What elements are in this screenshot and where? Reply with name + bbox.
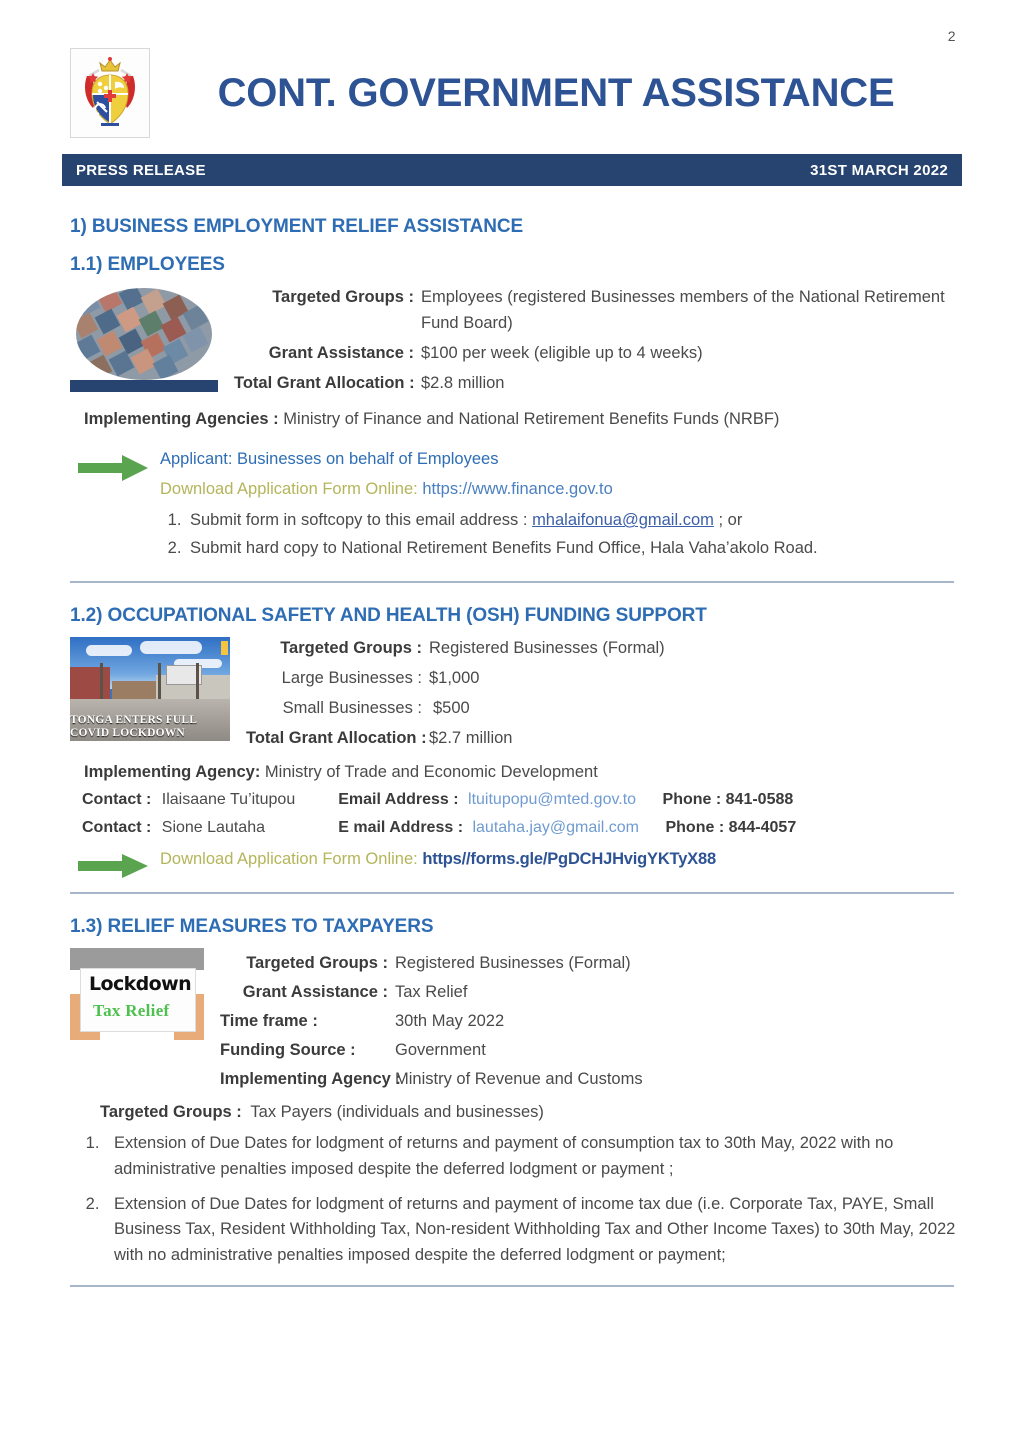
field-value: $2.7 million <box>429 729 513 748</box>
field-value: Ministry of Revenue and Customs <box>395 1070 643 1089</box>
section-divider <box>70 581 954 583</box>
implementing-agency-value: Ministry of Trade and Economic Development <box>264 763 598 782</box>
image-word-lockdown: Lockdown <box>89 973 191 996</box>
field-label: Implementing Agency : <box>220 1070 401 1089</box>
press-release-label: PRESS RELEASE <box>76 161 206 179</box>
field-label: Targeted Groups : <box>272 288 414 306</box>
field-value: Registered Businesses (Formal) <box>395 954 631 973</box>
green-arrow-icon <box>78 854 150 878</box>
phone-label: Phone <box>665 819 715 837</box>
section-1-1-fields <box>234 282 962 396</box>
section-divider <box>70 892 954 894</box>
covid-lockdown-street-image <box>70 637 230 741</box>
field-label: Total Grant Allocation : <box>234 374 415 393</box>
field-value: $1,000 <box>429 669 480 688</box>
field-label: Targeted Groups : <box>246 954 388 973</box>
section-1-3-block <box>62 944 962 1092</box>
section-divider <box>70 1285 954 1287</box>
contact-email[interactable]: lautaha.jay@gmail.com <box>472 819 640 837</box>
field-value: Registered Businesses (Formal) <box>429 639 665 658</box>
image-word-tax-relief: Tax Relief <box>93 1001 170 1021</box>
section-1-1-heading: 1.1) EMPLOYEES <box>70 254 225 275</box>
targeted-groups-row <box>100 1099 962 1126</box>
field-value: Tax Relief <box>395 983 468 1002</box>
press-release-date: 31ST MARCH 2022 <box>810 161 948 179</box>
download-label: Download Application Form Online: <box>160 479 418 498</box>
implementing-agency-label: Implementing Agency: <box>84 763 261 782</box>
image-caption: TONGA ENTERS FULL COVID LOCKDOWN <box>70 714 197 739</box>
tax-measures-list <box>62 1131 962 1269</box>
submission-steps-list <box>160 508 962 561</box>
field-row <box>220 979 962 1005</box>
field-label: Total Grant Allocation : <box>246 729 427 748</box>
implementing-agencies-row <box>84 406 962 433</box>
field-row <box>246 635 962 661</box>
targeted-groups-value: Tax Payers (individuals and businesses) <box>250 1102 544 1121</box>
field-label: Small Businesses : <box>282 699 422 718</box>
email-label: E mail Address : <box>338 819 464 837</box>
employees-collage-image <box>70 286 218 392</box>
download-line <box>160 476 962 502</box>
field-label: Time frame : <box>220 1012 318 1031</box>
applicant-line: Applicant: Businesses on behalf of Employees <box>160 449 499 468</box>
press-release-bar <box>62 154 962 186</box>
contact-row <box>82 786 962 814</box>
field-value: $100 per week (eligible up to 4 weeks) <box>421 344 703 363</box>
targeted-groups-label: Targeted Groups : <box>100 1102 242 1121</box>
contact-label: Contact : <box>82 791 152 809</box>
download-url-link[interactable]: https://www.finance.gov.to <box>422 479 613 498</box>
download-label: Download Application Form Online: <box>160 850 418 869</box>
field-label: Funding Source : <box>220 1041 356 1060</box>
section-1-2-download-block <box>62 846 962 878</box>
contact-row <box>82 814 962 842</box>
page-title: CONT. GOVERNMENT ASSISTANCE <box>217 71 895 115</box>
implementing-agencies-label: Implementing Agencies : <box>84 410 279 429</box>
field-value: Employees (registered Businesses members of the National Retirement Fund Board) <box>421 288 945 333</box>
email-link[interactable]: mhalaifonua@gmail.com <box>532 511 714 530</box>
download-line <box>160 846 962 872</box>
field-value: 30th May 2022 <box>395 1012 505 1031</box>
contact-name: Sione Lautaha <box>161 819 265 837</box>
implementing-agencies-value: Ministry of Finance and National Retirement Benefits Funds (NRBF) <box>283 410 780 429</box>
field-row <box>246 695 962 721</box>
field-row <box>220 950 962 976</box>
lockdown-tax-relief-image <box>70 948 204 1040</box>
step-text: Submit form in softcopy to this email address : <box>190 511 533 530</box>
section-1-1-applicant-block <box>62 447 962 563</box>
phone-separator: : <box>718 819 725 837</box>
field-row <box>220 1037 962 1063</box>
page-number: 2 <box>947 28 956 44</box>
step-text: Submit hard copy to National Retirement Benefits Fund Office, Hala Vaha’akolo Road. <box>190 538 818 557</box>
implementing-agency-row <box>84 759 962 786</box>
step-suffix: ; or <box>713 511 743 530</box>
field-value: Government <box>395 1041 486 1060</box>
phone-label: Phone <box>662 791 712 809</box>
field-row <box>234 284 962 336</box>
download-url-link[interactable]: https//forms.gle/PgDCHJHvigYKTyX88 <box>422 850 716 869</box>
list-item: 1. Extension of Due Dates for lodgment of returns and payment of consumption tax to 30th May, 2022 with no administrative penalties imposed despite the deferred lodgment or payment ; <box>104 1131 962 1182</box>
contact-name: Ilaisaane Tu’itupou <box>161 791 296 809</box>
section-1-2-heading: 1.2) OCCUPATIONAL SAFETY AND HEALTH (OSH) FUNDING SUPPORT <box>70 605 707 627</box>
section-1-2-fields <box>246 633 962 751</box>
field-row <box>246 725 962 751</box>
field-label: Grant Assistance : <box>268 344 414 363</box>
field-label: Large Businesses : <box>281 669 422 688</box>
email-label: Email Address : <box>338 791 459 809</box>
field-row <box>220 1008 962 1034</box>
contact-label: Contact : <box>82 819 152 837</box>
list-item <box>186 508 962 534</box>
tonga-coat-of-arms-icon <box>70 48 150 138</box>
list-item: 2. Extension of Due Dates for lodgment of returns and payment of income tax due (i.e. Corporate Tax, PAYE, Small Business Tax, Resident Withholding Tax, Non-resident Withholding Tax and Other Income Taxes) to 30th May, 2022 with no administrative penalties imposed despite the deferred lodgment or payment; <box>104 1192 962 1269</box>
contact-phone: 841-0588 <box>725 791 794 809</box>
green-arrow-icon <box>78 455 150 481</box>
section-1-1-block <box>62 282 962 396</box>
field-value: $500 <box>433 699 470 718</box>
list-item <box>186 536 962 562</box>
field-row <box>234 370 962 396</box>
phone-separator: : <box>715 791 722 809</box>
field-value: $2.8 million <box>421 374 505 393</box>
document-header <box>62 0 962 138</box>
field-row <box>220 1066 962 1092</box>
section-1-2-block <box>62 633 962 751</box>
section-1-heading: 1) BUSINESS EMPLOYMENT RELIEF ASSISTANCE <box>70 216 524 237</box>
field-row <box>234 340 962 366</box>
section-1-3-heading: 1.3) RELIEF MEASURES TO TAXPAYERS <box>70 916 434 938</box>
field-label: Grant Assistance : <box>242 983 388 1002</box>
field-label: Targeted Groups : <box>280 639 422 658</box>
contact-email[interactable]: ltuitupopu@mted.gov.to <box>468 791 637 809</box>
contact-phone: 844-4057 <box>728 819 797 837</box>
field-row <box>246 665 962 691</box>
section-1-3-fields <box>220 944 962 1092</box>
